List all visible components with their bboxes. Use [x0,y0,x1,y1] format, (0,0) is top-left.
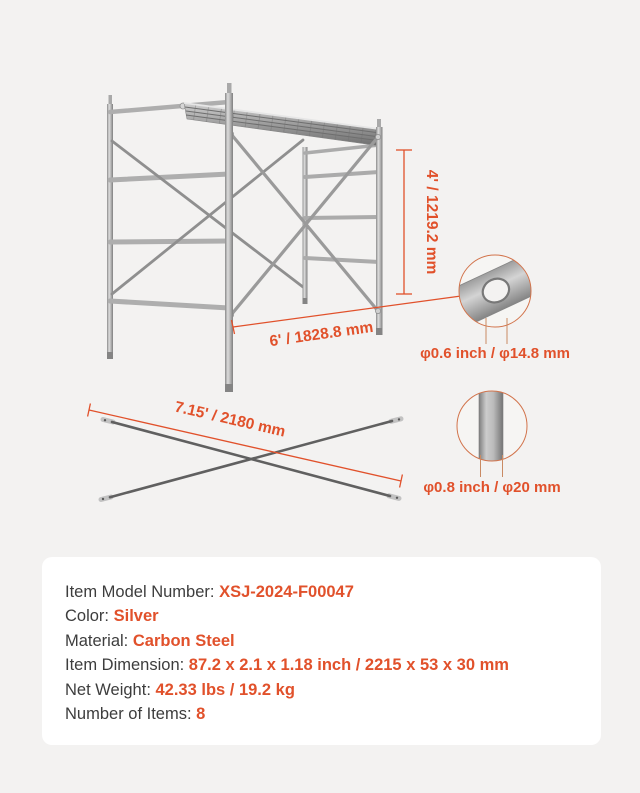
post-pin [227,83,232,94]
height-dimension [396,150,412,294]
post-pin [377,119,381,128]
spec-label: Color: [65,607,114,626]
spec-row-dimension [65,653,581,677]
brace-dimension-label: 7.15' / 2180 mm [172,398,288,441]
spec-row-count [65,702,581,726]
height-dimension-label: 4' / 1219.2 mm [423,169,440,275]
platform-deck [184,103,381,146]
spec-label: Net Weight: [65,680,156,699]
post-foot [225,384,233,392]
post-foot [376,328,383,335]
spec-value: Carbon Steel [132,631,235,650]
tube-end-callout [420,253,570,362]
spec-label: Item Dimension: [65,656,189,675]
front-right-post [376,127,383,334]
spec-row-model [65,580,581,604]
left-frame-rungs [110,102,229,308]
post-tube-diameter-label: φ0.8 inch / φ20 mm [423,479,561,496]
spec-label: Material: [65,631,133,650]
spec-label: Item Model Number: [65,583,220,601]
scaffold-illustration [107,83,383,392]
spec-value: 87.2 x 2.1 x 1.18 inch / 2215 x 53 x 30 mm [188,656,509,675]
spec-value: 8 [196,705,206,724]
spec-row-material [65,629,581,653]
tube-end-diameter-label: φ0.6 inch / φ14.8 mm [420,345,570,362]
spec-row-weight [65,678,581,702]
right-frame-rungs [305,145,379,262]
spec-value: Silver [113,607,159,626]
post-foot [303,298,308,304]
spec-value: XSJ-2024-F00047 [219,583,354,601]
front-left-post [225,93,233,391]
length-dimension-label: 6' / 1828.8 mm [268,318,375,351]
post-tube-callout [423,389,560,496]
post-pin [109,95,113,105]
spec-value: 42.33 lbs / 19.2 kg [155,680,295,699]
spec-label: Number of Items: [65,705,197,724]
rear-cross-braces [112,140,303,294]
spec-row-color [65,604,581,628]
spec-panel [42,557,601,745]
post-foot [107,352,113,359]
